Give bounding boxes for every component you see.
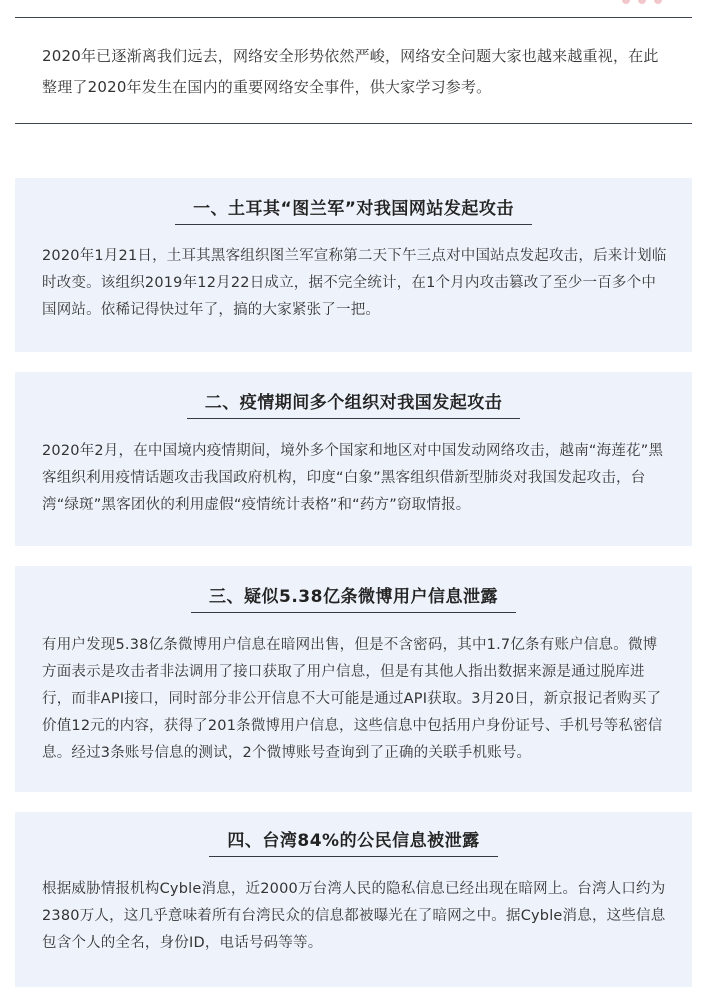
section-body: 2020年1月21日，土耳其黑客组织图兰军宣称第二天下午三点对中国站点发起攻击，后来计划临时改变。该组织2019年12月22日成立，据不完全统计，在1个月内攻击篡改了至少一百多个中国网站。依稀记得快过年了，搞的大家紧张了一把。 bbox=[42, 248, 667, 318]
bottom-divider bbox=[15, 123, 692, 124]
section-body: 2020年2月，在中国境内疫情期间，境外多个国家和地区对中国发动网络攻击，越南“海莲花”黑客组织利用疫情话题攻击我国政府机构，印度“白象”黑客组织借新型肺炎对我国发起攻击，台湾“绿斑”黑客团伙的利用虚假“疫情统计表格”和“药方”窃取情报。 bbox=[42, 443, 664, 513]
intro-paragraph: 2020年已逐渐离我们远去，网络安全形势依然严峻，网络安全问题大家也越来越重视，在此整理了2020年发生在国内的重要网络安全事件，供大家学习参考。 bbox=[42, 47, 659, 96]
section-body: 根据威胁情报机构Cyble消息，近2000万台湾人民的隐私信息已经出现在暗网上。台湾人口约为2380万人，这几乎意味着所有台湾民众的信息都被曝光在了暗网之中。据Cyble消息，这些信息包含个人的全名，身份ID，电话号码等等。 bbox=[42, 881, 666, 951]
section-card-4 bbox=[15, 812, 692, 987]
section-title: 四、台湾84%的公民信息被泄露 bbox=[15, 828, 692, 857]
section-title: 一、土耳其“图兰军”对我国网站发起攻击 bbox=[15, 196, 692, 225]
section-card-3 bbox=[15, 566, 692, 792]
section-title: 二、疫情期间多个组织对我国发起攻击 bbox=[15, 390, 692, 419]
section-title: 三、疑似5.38亿条微博用户信息泄露 bbox=[15, 584, 692, 613]
top-divider bbox=[15, 17, 692, 18]
section-card-2 bbox=[15, 372, 692, 546]
section-card-1 bbox=[15, 178, 692, 352]
section-body: 有用户发现5.38亿条微博用户信息在暗网出售，但是不含密码，其中1.7亿条有账户信息。微博方面表示是攻击者非法调用了接口获取了用户信息，但是有其他人指出数据来源是通过脱库进行，而非API接口，同时部分非公开信息不大可能是通过API获取。3月20日，新京报记者购买了价值12元的内容，获得了201条微博用户信息，这些信息中包括用户身份证号、手机号等私密信息。经过3条账号信息的测试，2个微博账号查询到了正确的关联手机账号。 bbox=[42, 637, 663, 761]
decorative-dots bbox=[622, 0, 662, 4]
